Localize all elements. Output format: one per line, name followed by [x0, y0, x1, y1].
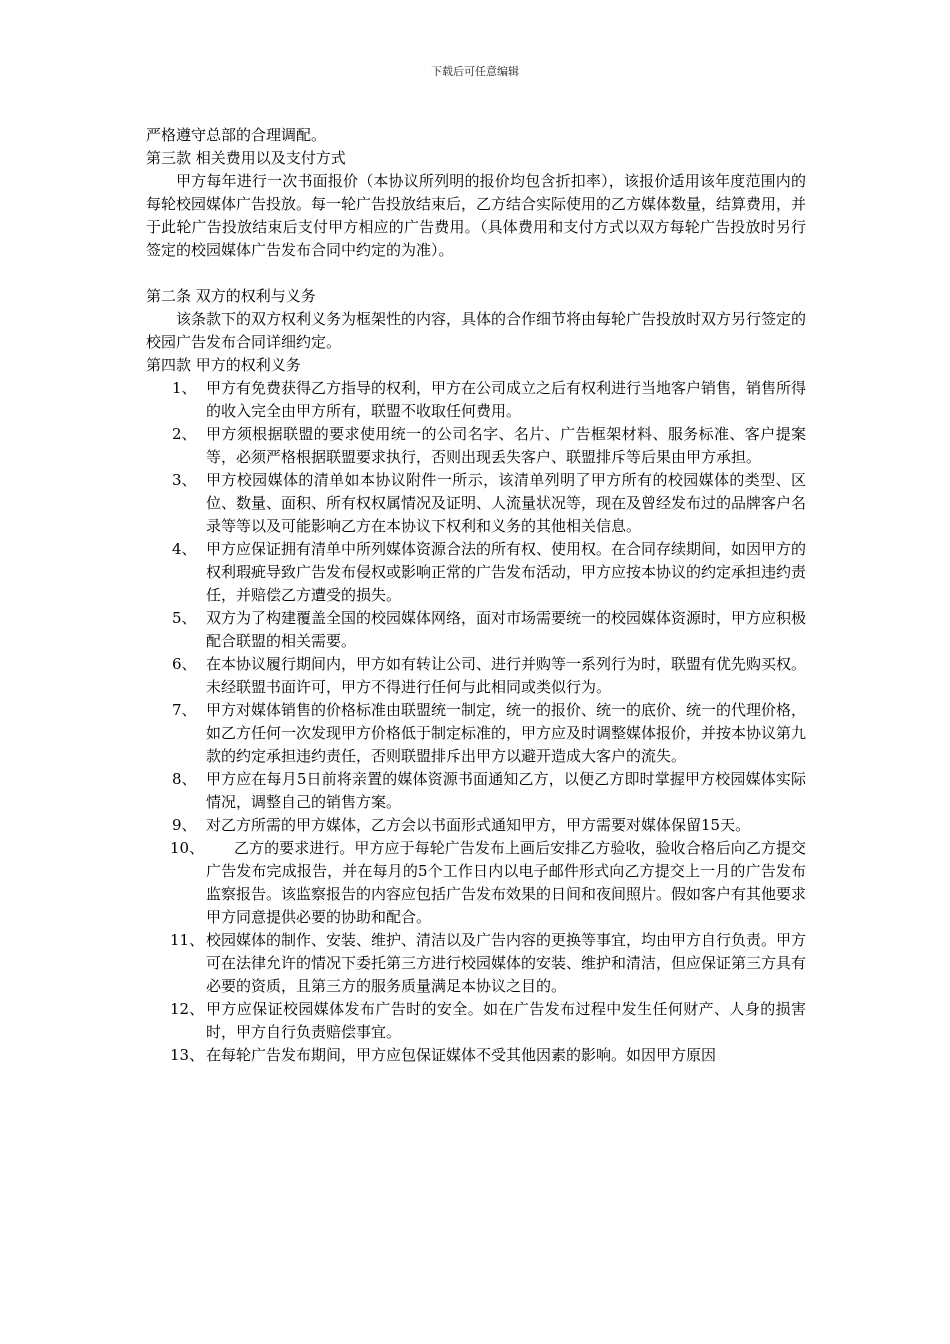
item-number: 7、	[172, 701, 197, 719]
item-number: 1、	[172, 379, 197, 397]
list-item	[146, 607, 806, 653]
obligation-list	[146, 377, 806, 1067]
item-number: 3、	[172, 471, 197, 489]
item-text: 双方为了构建覆盖全国的校园媒体网络，面对市场需要统一的校园媒体资源时，甲方应积极配合联盟的相关需要。	[206, 609, 807, 650]
list-item	[146, 377, 806, 423]
paragraph-continuation: 严格遵守总部的合理调配。	[146, 126, 327, 144]
item-number: 8、	[172, 770, 197, 788]
item-text: 对乙方所需的甲方媒体，乙方会以书面形式通知甲方，甲方需要对媒体保留15天。	[206, 816, 751, 834]
item-text: 在每轮广告发布期间，甲方应包保证媒体不受其他因素的影响。如因甲方原因	[206, 1046, 717, 1064]
item-text: 校园媒体的制作、安装、维护、清洁以及广告内容的更换等事宜，均由甲方自行负责。甲方可在法律允许的情况下委托第三方进行校园媒体的安装、维护和清洁，但应保证第三方具有必要的资质，且第三方的服务质量满足本协议之目的。	[206, 931, 807, 995]
item-number: 5、	[172, 609, 197, 627]
list-item	[146, 814, 806, 837]
list-item	[146, 423, 806, 469]
section-2-title: 第二条 双方的权利与义务	[146, 287, 316, 305]
clause-3-text: 甲方每年进行一次书面报价（本协议所列明的报价均包含折扣率），该报价适用该年度范围内的每轮校园媒体广告投放。每一轮广告投放结束后，乙方结合实际使用的乙方媒体数量，结算费用，并于此轮广告投放结束后支付甲方相应的广告费用。（具体费用和支付方式以双方每轮广告投放时另行签定的校园媒体广告发布合同中约定的为准）。	[146, 172, 807, 259]
item-number: 13、	[170, 1046, 205, 1064]
page-header: 下载后可任意编辑	[431, 65, 519, 78]
item-text: 甲方应保证校园媒体发布广告时的安全。如在广告发布过程中发生任何财产、人身的损害时，甲方自行负责赔偿事宜。	[206, 1000, 806, 1041]
list-item	[146, 1044, 806, 1067]
list-item	[146, 469, 806, 538]
item-number: 11、	[170, 931, 205, 949]
item-text: 乙方的要求进行。甲方应于每轮广告发布上画后安排乙方验收，验收合格后向乙方提交广告发布完成报告，并在每月的5个工作日内以电子邮件形式向乙方提交上一月的广告发布监察报告。该监察报告的内容应包括广告发布效果的日间和夜间照片。假如客户有其他要求甲方同意提供必要的协助和配合。	[206, 839, 807, 926]
item-text: 甲方须根据联盟的要求使用统一的公司名字、名片、广告框架材料、服务标准、客户提案等，必须严格根据联盟要求执行，否则出现丢失客户、联盟排斥等后果由甲方承担。	[206, 425, 806, 466]
list-item	[146, 929, 806, 998]
clause-4-title: 第四款 甲方的权利义务	[146, 356, 301, 374]
item-number: 4、	[172, 540, 197, 558]
clause-3-title: 第三款 相关费用以及支付方式	[146, 149, 346, 167]
item-number: 12、	[170, 1000, 205, 1018]
list-item	[146, 837, 806, 929]
section-2-intro: 该条款下的双方权利义务为框架性的内容，具体的合作细节将由每轮广告投放时双方另行签定的校园广告发布合同详细约定。	[146, 310, 807, 351]
item-text: 甲方应在每月5日前将亲置的媒体资源书面通知乙方，以便乙方即时掌握甲方校园媒体实际情况，调整自己的销售方案。	[206, 770, 806, 811]
list-item	[146, 998, 806, 1044]
item-text: 甲方有免费获得乙方指导的权利，甲方在公司成立之后有权利进行当地客户销售，销售所得的收入完全由甲方所有，联盟不收取任何费用。	[206, 379, 807, 420]
list-item	[146, 699, 806, 768]
item-text: 在本协议履行期间内，甲方如有转让公司、进行并购等一系列行为时，联盟有优先购买权。未经联盟书面许可，甲方不得进行任何与此相同或类似行为。	[206, 655, 807, 696]
item-number: 9、	[172, 816, 197, 834]
list-item	[146, 653, 806, 699]
item-text: 甲方校园媒体的清单如本协议附件一所示，该清单列明了甲方所有的校园媒体的类型、区位、数量、面积、所有权权属情况及证明、人流量状况等，现在及曾经发布过的品牌客户名录等等以及可能影响乙方在本协议下权利和义务的其他相关信息。	[206, 471, 807, 535]
item-text: 甲方对媒体销售的价格标准由联盟统一制定，统一的报价、统一的底价、统一的代理价格，如乙方任何一次发现甲方价格低于制定标准的，甲方应及时调整媒体报价，并按本协议第九款的约定承担违约责任，否则联盟排斥出甲方以避开造成大客户的流失。	[206, 701, 807, 765]
document-body	[146, 124, 806, 1067]
item-number: 10、	[170, 839, 205, 857]
blank-line	[146, 262, 806, 285]
item-number: 6、	[172, 655, 197, 673]
item-text: 甲方应保证拥有清单中所列媒体资源合法的所有权、使用权。在合同存续期间，如因甲方的权利瑕疵导致广告发布侵权或影响正常的广告发布活动，甲方应按本协议的约定承担违约责任，并赔偿乙方遭受的损失。	[206, 540, 807, 604]
item-number: 2、	[172, 425, 197, 443]
list-item	[146, 538, 806, 607]
list-item	[146, 768, 806, 814]
